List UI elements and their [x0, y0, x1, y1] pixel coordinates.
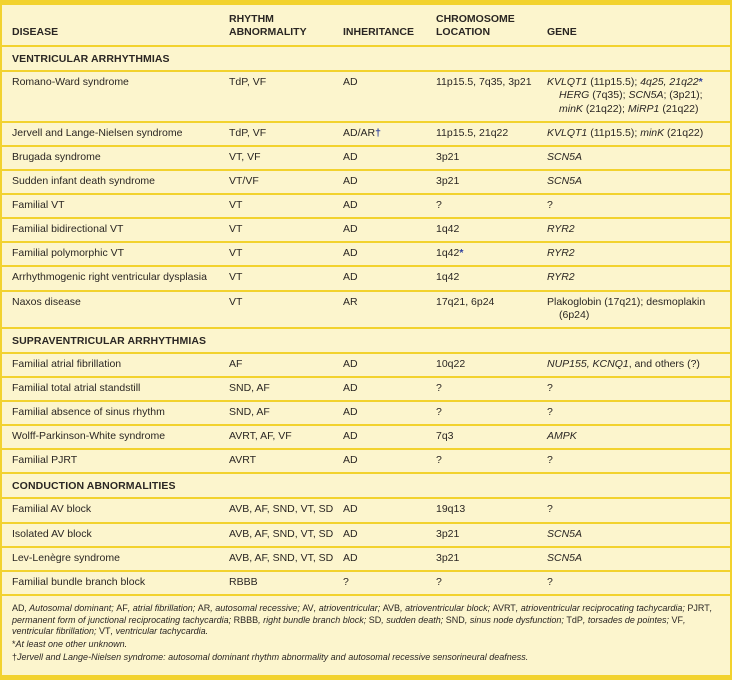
cell-disease: Brugada syndrome: [12, 150, 101, 163]
cell-rhythm: VT: [229, 247, 243, 260]
text-segment: VT: [99, 626, 111, 637]
cell-gene: [547, 430, 722, 443]
cell-disease: Familial AV block: [12, 503, 92, 516]
cell-chromosome: 19q13: [436, 503, 466, 516]
cell-inheritance: AD: [343, 247, 358, 260]
cell-gene: Plakoglobin (17q21); desmoplakin (6p24): [547, 295, 706, 321]
cell-disease: Familial bundle branch block: [12, 575, 146, 588]
footnote-line: [12, 603, 720, 638]
text-segment: , atrial fibrillation;: [127, 602, 198, 613]
text-segment: †: [375, 126, 381, 139]
cell-gene: [547, 175, 722, 188]
cell-disease: Sudden infant death syndrome: [12, 174, 156, 187]
text-segment: *: [12, 638, 16, 649]
text-segment: PJRT: [687, 602, 710, 613]
cell-inheritance: AD: [343, 76, 358, 89]
text-segment: , atrioventricular reciprocating tachycardia;: [515, 602, 688, 613]
cell-inheritance: [343, 127, 436, 140]
cell-rhythm: VT: [229, 199, 243, 211]
column-header-chromosome-location: [436, 13, 547, 39]
cell-rhythm: AF: [229, 357, 243, 370]
cell-chromosome: 3p21: [436, 150, 460, 163]
text-segment: KVLQT1: [547, 126, 588, 139]
cell-chromosome: 11p15.5, 7q35, 3p21: [436, 76, 532, 89]
text-segment: (7q35);: [589, 89, 629, 102]
table-row: [2, 195, 730, 219]
cell-disease: Arrhythmogenic right ventricular dysplasia: [12, 271, 207, 284]
table-footnotes: [2, 596, 730, 663]
text-segment: (21q22): [664, 126, 704, 139]
table-row: [2, 402, 730, 426]
cell-rhythm: SND, AF: [229, 406, 270, 418]
text-segment: , sinus node dysfunction;: [464, 614, 567, 625]
text-segment: (11p15.5);: [587, 76, 641, 89]
table-row: [2, 171, 730, 195]
cell-gene: ?: [547, 503, 553, 516]
column-header-label: CHROMOSOME LOCATION: [436, 13, 515, 39]
cell-chromosome: ?: [436, 454, 442, 467]
text-segment: minK: [640, 126, 665, 139]
table-header: [2, 5, 730, 47]
cell-gene: [547, 223, 722, 236]
table-row: [2, 243, 730, 267]
table-row: [2, 426, 730, 450]
cell-inheritance: AD: [343, 357, 358, 370]
cell-gene: ?: [547, 381, 553, 394]
table-row: [2, 499, 730, 523]
text-segment: (11p15.5);: [587, 126, 641, 139]
cell-gene: [547, 552, 722, 565]
table-row: [2, 524, 730, 548]
cell-inheritance: AD: [343, 454, 358, 467]
text-segment: TdP: [566, 614, 583, 625]
text-segment: RBBB: [233, 614, 259, 625]
text-segment: , atrioventricular block;: [400, 602, 493, 613]
cell-chromosome: 1q42: [436, 223, 460, 236]
cell-disease: Familial bidirectional VT: [12, 223, 124, 236]
cell-disease: Wolff-Parkinson-White syndrome: [12, 430, 166, 443]
cell-chromosome: [436, 247, 547, 260]
text-segment: SCN5A: [547, 150, 583, 163]
section-header: SUPRAVENTRICULAR ARRHYTHMIAS: [2, 329, 730, 354]
text-segment: SD: [368, 614, 382, 625]
text-segment: , and others (?): [628, 357, 700, 370]
text-segment: , atrioventricular;: [313, 602, 383, 613]
cell-rhythm: VT: [229, 295, 243, 308]
cell-gene: [547, 247, 722, 260]
cell-chromosome: 1q42: [436, 271, 460, 284]
text-segment: AD: [12, 602, 25, 613]
text-segment: HERG: [559, 89, 590, 102]
cell-rhythm: AVB, AF, SND, VT, SD: [229, 527, 334, 540]
cell-disease: Familial absence of sinus rhythm: [12, 406, 165, 418]
cell-chromosome: 3p21: [436, 551, 460, 564]
table-row: [2, 72, 730, 122]
cell-gene: ?: [547, 199, 553, 211]
cell-disease: Familial total atrial standstill: [12, 381, 141, 394]
column-header-inheritance: [343, 13, 436, 39]
text-segment: AVRT: [492, 602, 516, 613]
cell-rhythm: AVRT, AF, VF: [229, 430, 292, 443]
text-segment: *: [698, 76, 703, 89]
cell-chromosome: 17q21, 6p24: [436, 295, 495, 308]
column-header-label: DISEASE: [12, 26, 59, 39]
text-segment: Jervell and Lange-Nielsen syndrome: autosomal dominant rhythm abnormality and autosomal recessive sensorineural deafness.: [17, 651, 529, 662]
table-row: [2, 123, 730, 147]
text-segment: VF: [671, 614, 683, 625]
cell-disease: Familial atrial fibrillation: [12, 357, 122, 370]
cell-disease: Familial VT: [12, 199, 65, 211]
footnote-line: [12, 652, 720, 664]
text-segment: RYR2: [547, 247, 575, 260]
column-header-gene: [547, 13, 722, 39]
text-segment: AR: [197, 602, 211, 613]
text-segment: †: [12, 651, 18, 662]
column-header-label: RHYTHM ABNORMALITY: [229, 13, 307, 39]
cell-disease: Lev-Lenègre syndrome: [12, 551, 120, 564]
text-segment: AVB: [382, 602, 401, 613]
cell-disease: Familial polymorphic VT: [12, 247, 125, 260]
column-header-rhythm-abnormality: [229, 13, 343, 39]
cell-gene: ?: [547, 575, 553, 588]
cell-inheritance: AD: [343, 381, 358, 394]
cell-gene: [547, 151, 722, 164]
text-segment: SCN5A: [547, 527, 583, 540]
text-segment: At least one other unknown.: [15, 638, 128, 649]
cell-rhythm: AVB, AF, SND, VT, SD: [229, 551, 334, 564]
table-row: [2, 450, 730, 474]
cell-chromosome: ?: [436, 381, 442, 394]
cell-disease: Isolated AV block: [12, 527, 92, 540]
table-body: [2, 47, 730, 596]
column-header-disease: [12, 13, 229, 39]
cell-inheritance: AR: [343, 295, 358, 308]
table-row: [2, 147, 730, 171]
cell-inheritance: ?: [343, 575, 349, 588]
cell-disease: Jervell and Lange-Nielsen syndrome: [12, 126, 183, 139]
text-segment: AMPK: [547, 430, 577, 443]
cell-inheritance: AD: [343, 223, 358, 236]
text-segment: KVLQT1: [547, 76, 588, 89]
cell-rhythm: VT, VF: [229, 150, 261, 163]
cell-chromosome: 11p15.5, 21q22: [436, 126, 509, 139]
cell-gene: ?: [547, 454, 553, 467]
cell-chromosome: 3p21: [436, 174, 460, 187]
cell-chromosome: ?: [436, 199, 442, 211]
text-segment: , ventricular tachycardia.: [110, 626, 209, 637]
text-segment: *: [459, 247, 464, 260]
cell-chromosome: 3p21: [436, 527, 460, 540]
cell-rhythm: SND, AF: [229, 381, 270, 394]
cell-inheritance: AD: [343, 199, 358, 211]
text-segment: RYR2: [547, 223, 575, 236]
text-segment: SCN5A: [547, 174, 583, 187]
text-segment: AD/AR: [343, 126, 376, 139]
cell-inheritance: AD: [343, 174, 358, 187]
text-segment: , autosomal recessive;: [210, 602, 303, 613]
text-segment: RYR2: [547, 271, 575, 284]
cell-inheritance: AD: [343, 406, 358, 418]
cell-rhythm: TdP, VF: [229, 126, 267, 139]
cell-chromosome: ?: [436, 406, 442, 418]
text-segment: SND: [445, 614, 465, 625]
cell-gene: [547, 76, 722, 115]
text-segment: AV: [302, 602, 314, 613]
cell-inheritance: AD: [343, 150, 358, 163]
cell-gene: [547, 271, 722, 284]
cell-disease: Naxos disease: [12, 295, 81, 308]
column-header-label: INHERITANCE: [343, 26, 414, 39]
section-header: CONDUCTION ABNORMALITIES: [2, 474, 730, 499]
cell-rhythm: VT: [229, 223, 243, 236]
text-segment: minK: [559, 102, 583, 115]
cell-inheritance: AD: [343, 271, 358, 284]
cell-gene: [547, 358, 722, 371]
cell-rhythm: AVRT: [229, 454, 257, 467]
text-segment: 1q42: [436, 247, 460, 260]
table-row: [2, 292, 730, 329]
cell-chromosome: 7q3: [436, 430, 454, 443]
text-segment: , sudden death;: [381, 614, 446, 625]
text-segment: AF: [116, 602, 128, 613]
cell-gene: [547, 127, 722, 140]
cell-gene: ?: [547, 406, 553, 418]
footnote-line: [12, 639, 720, 651]
cell-rhythm: VT: [229, 271, 243, 284]
cell-inheritance: AD: [343, 503, 358, 516]
cell-inheritance: AD: [343, 527, 358, 540]
text-segment: , torsades de pointes;: [582, 614, 672, 625]
text-segment: SCN5A: [547, 551, 583, 564]
table-row: [2, 378, 730, 402]
cell-rhythm: VT/VF: [229, 174, 259, 187]
cell-rhythm: RBBB: [229, 575, 258, 588]
text-segment: SCN5A: [628, 89, 664, 102]
text-segment: NUP155, KCNQ1: [547, 357, 629, 370]
text-segment: , Autosomal dominant;: [24, 602, 117, 613]
text-segment: ; (3p21);: [663, 89, 703, 102]
text-segment: , ventricular fibrillation;: [12, 614, 686, 637]
cell-disease: Romano-Ward syndrome: [12, 76, 129, 89]
cell-rhythm: AVB, AF, SND, VT, SD: [229, 503, 334, 516]
text-segment: MiRP1: [627, 102, 660, 115]
section-header: VENTRICULAR ARRHYTHMIAS: [2, 47, 730, 72]
cell-gene: [547, 528, 722, 541]
table-row: [2, 267, 730, 291]
cell-chromosome: 10q22: [436, 357, 466, 370]
text-segment: 4q25, 21q22: [640, 76, 699, 89]
table-row: [2, 219, 730, 243]
text-segment: (21q22);: [582, 102, 628, 115]
table-row: [2, 572, 730, 596]
text-segment: (21q22): [659, 102, 699, 115]
text-segment: , right bundle branch block;: [258, 614, 369, 625]
table-row: [2, 548, 730, 572]
cell-inheritance: AD: [343, 430, 358, 443]
cell-chromosome: ?: [436, 575, 442, 588]
column-header-label: GENE: [547, 26, 577, 39]
cell-rhythm: TdP, VF: [229, 76, 267, 89]
cell-inheritance: AD: [343, 551, 358, 564]
text-segment: , permanent form of junctional reciprocating tachycardia;: [12, 602, 713, 625]
cell-disease: Familial PJRT: [12, 454, 78, 467]
table-row: [2, 354, 730, 378]
